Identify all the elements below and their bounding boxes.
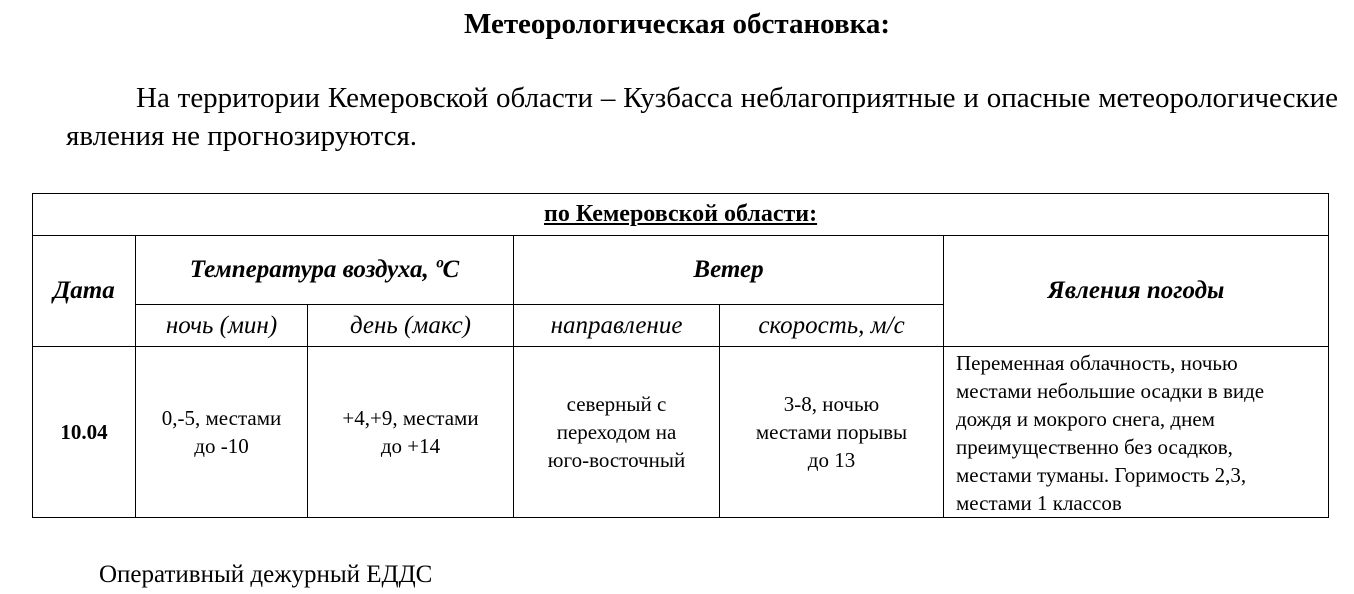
subheader-direction: направление xyxy=(514,305,720,347)
subheader-speed: скорость, м/с xyxy=(720,305,944,347)
phenomena-line: Переменная облачность, ночью xyxy=(956,351,1238,375)
phenomena-line: местами туманы. Горимость 2,3, xyxy=(956,463,1247,487)
cell-speed-line: до 13 xyxy=(807,448,856,472)
cell-speed-line: 3-8, ночью xyxy=(783,392,880,416)
cell-direction xyxy=(514,347,720,518)
cell-night-line: до -10 xyxy=(194,434,249,458)
cell-speed-line: местами порывы xyxy=(755,420,908,444)
phenomena-line: местами небольшие осадки в виде xyxy=(956,379,1265,403)
cell-direction-line: переходом на xyxy=(556,420,677,444)
weather-table xyxy=(32,193,1329,518)
table-title-cell xyxy=(33,194,1329,236)
forecast-paragraph: На территории Кемеровской области – Кузбасса неблагоприятные и опасные метеорологические явления не прогнозируются. xyxy=(66,82,1338,152)
header-wind: Ветер xyxy=(514,236,944,305)
table-header-row xyxy=(33,236,1329,305)
cell-night-line: 0,-5, местами xyxy=(161,406,282,430)
table-row xyxy=(33,347,1329,518)
cell-date: 10.04 xyxy=(33,347,136,518)
table-title: по Кемеровской области: xyxy=(543,201,818,227)
header-temperature: Температура воздуха, ºС xyxy=(136,236,514,305)
header-phenomena: Явления погоды xyxy=(944,236,1329,347)
phenomena-line: местами 1 классов xyxy=(956,491,1122,515)
cell-direction-line: северный с xyxy=(566,392,667,416)
cell-day xyxy=(308,347,514,518)
table-title-row xyxy=(33,194,1329,236)
footer-signature: Оперативный дежурный ЕДДС xyxy=(99,561,433,588)
cell-speed xyxy=(720,347,944,518)
cell-day-line: до +14 xyxy=(380,434,441,458)
page-title: Метеорологическая обстановка: xyxy=(463,8,891,40)
subheader-day: день (макс) xyxy=(308,305,514,347)
cell-day-line: +4,+9, местами xyxy=(342,406,479,430)
cell-phenomena xyxy=(944,347,1329,518)
header-date: Дата xyxy=(33,236,136,347)
subheader-night: ночь (мин) xyxy=(136,305,308,347)
cell-direction-line: юго-восточный xyxy=(547,448,686,472)
cell-night xyxy=(136,347,308,518)
phenomena-line: дождя и мокрого снега, днем xyxy=(956,407,1215,431)
phenomena-line: преимущественно без осадков, xyxy=(956,435,1233,459)
